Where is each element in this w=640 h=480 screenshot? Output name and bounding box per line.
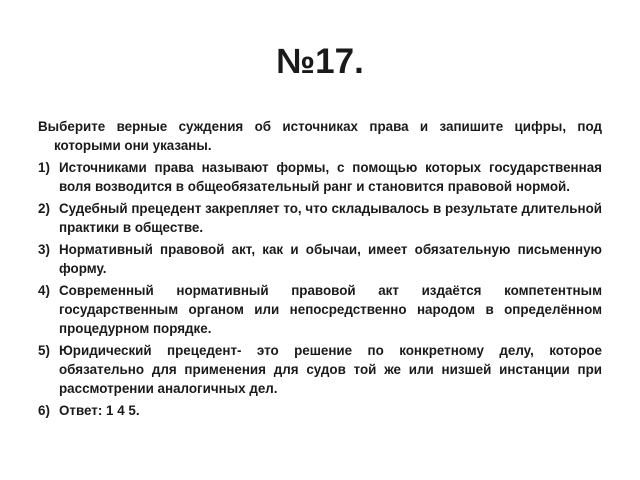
- statement-item: [38, 341, 602, 398]
- statement-text: Источниками права называют формы, с помощью которых государственная воля возводится в общеобязательный ранг и становится правовой нормой.: [59, 160, 602, 194]
- slide-content: [38, 117, 602, 423]
- statement-item: [38, 158, 602, 196]
- task-instruction: Выберите верные суждения об источниках права и запишите цифры, под которыми они указаны.: [38, 119, 602, 153]
- answer-text: Ответ: 1 4 5.: [59, 403, 140, 418]
- statement-text: Судебный прецедент закрепляет то, что складывалось в результате длительной практики в обществе.: [59, 201, 602, 235]
- statement-text: Нормативный правовой акт, как и обычаи, имеет обязательную письменную форму.: [59, 242, 602, 276]
- statement-item: [38, 281, 602, 338]
- slide-title: №17.: [276, 42, 364, 81]
- statement-number: 1): [38, 160, 50, 175]
- statement-item: [38, 199, 602, 237]
- statement-item: [38, 240, 602, 278]
- statement-number: 5): [38, 343, 50, 358]
- statement-number: 3): [38, 242, 50, 257]
- statement-text: Юридический прецедент- это решение по конкретному делу, которое обязательно для применения для судов той же или низшей инстанции при рассмотрении аналогичных дел.: [59, 343, 602, 396]
- answer-item: [38, 401, 602, 420]
- statement-number: 6): [38, 403, 50, 418]
- statement-list: [38, 158, 602, 420]
- statement-text: Современный нормативный правовой акт издаётся компетентным государственным органом или непосредственно народом в определённом процедурном порядке.: [59, 283, 602, 336]
- statement-number: 4): [38, 283, 50, 298]
- statement-number: 2): [38, 201, 50, 216]
